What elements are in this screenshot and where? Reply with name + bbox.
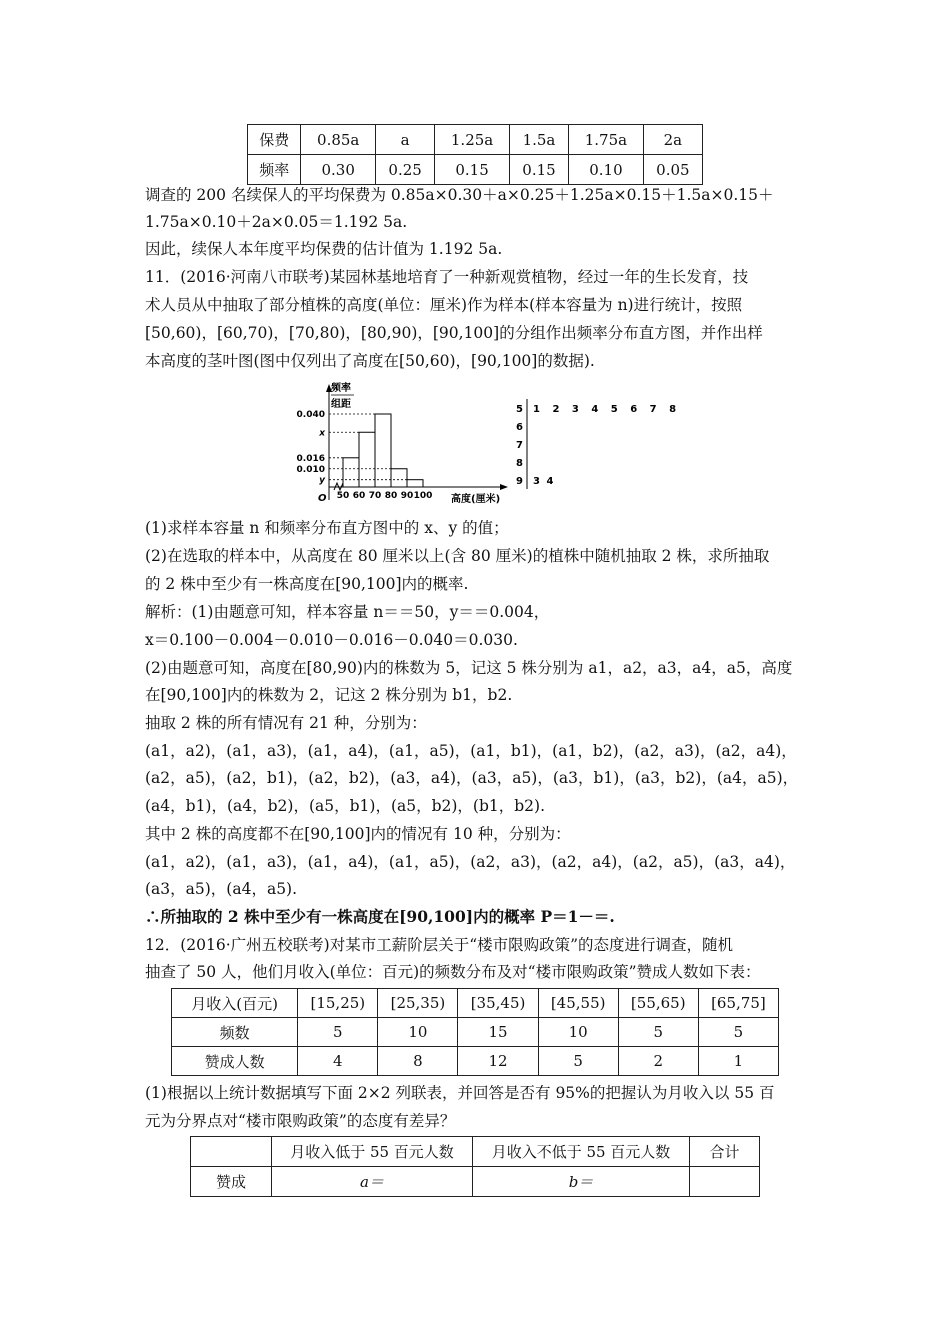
axis-break-mark (334, 483, 343, 490)
table-cell: 0.10 (569, 155, 644, 185)
table-cell: 赞成人数 (172, 1047, 298, 1076)
table-cell: 10 (378, 1018, 458, 1047)
histogram-bar (407, 480, 423, 487)
question-12-line: 12．(2016·广州五校联考)对某市工薪阶层关于“楼市限购政策”的态度进行调查，随机 (145, 936, 734, 954)
table-cell: 1.5a (509, 125, 568, 155)
table-cell: 15 (458, 1018, 538, 1047)
leaf-values: 3 4 (533, 476, 554, 487)
table-cell: 5 (538, 1047, 618, 1076)
table-cell: 频数 (172, 1018, 298, 1047)
table-cell: a (376, 125, 435, 155)
subquestion-2: (2)在选取的样本中，从高度在 80 厘米以上(含 80 厘米)的植株中随机抽取 2 株，求所抽取 (145, 547, 770, 565)
premium-frequency-table (247, 124, 703, 185)
table-cell: 0.15 (435, 155, 510, 185)
subquestion-1: 元为分界点对“楼市限购政策”的态度有差异？ (145, 1112, 456, 1130)
solution-line: (a2，a5)，(a2，b1)，(a2，b2)，(a3，a4)，(a3，a5)，(a3，b1)，(a3，b2)，(a4，a5)， (145, 769, 799, 787)
table-cell: 月收入不低于 55 百元人数 (473, 1137, 690, 1167)
table-cell: [25,35) (378, 989, 458, 1018)
table-cell: 保费 (248, 125, 301, 155)
table-cell: 0.85a (301, 125, 376, 155)
table-cell: 月收入(百元) (172, 989, 298, 1018)
x-tick-label: 100 (413, 491, 433, 501)
table-row (248, 155, 703, 185)
table-row (172, 1047, 779, 1076)
x-tick-label: 80 (384, 491, 398, 501)
solution-line: 在[90,100]内的株数为 2，记这 2 株分别为 b1，b2. (145, 686, 513, 704)
paragraph-line: 因此，续保人本年度平均保费的估计值为 1.192 5a. (145, 240, 503, 258)
table-cell: 8 (378, 1047, 458, 1076)
solution-line: ∴所抽取的 2 株中至少有一株高度在[90,100]内的概率 P＝1－＝. (145, 907, 615, 926)
paragraph-line: 调查的 200 名续保人的平均保费为 0.85a×0.30＋a×0.25＋1.25a×0.15＋1.5a×0.15＋ (145, 186, 774, 204)
table-cell: [45,55) (538, 989, 618, 1018)
income-frequency-table (171, 988, 779, 1076)
question-11-line: 11．(2016·河南八市联考)某园林基地培育了一种新观赏植物，经过一年的生长发育，技 (145, 268, 749, 286)
x-tick-label: 50 (336, 491, 350, 501)
table-cell (690, 1167, 760, 1197)
y-tick-label: 0.016 (296, 453, 325, 464)
table-row (191, 1137, 760, 1167)
y-tick-label: 0.010 (296, 464, 325, 475)
frequency-histogram (290, 380, 520, 510)
y-tick-label: y (319, 475, 325, 486)
table-row (172, 1018, 779, 1047)
histogram-bar (359, 432, 375, 487)
table-cell: 月收入低于 55 百元人数 (272, 1137, 473, 1167)
table-cell: 赞成 (191, 1167, 272, 1197)
table-cell: 1 (698, 1047, 778, 1076)
stem-label: 5 (516, 404, 523, 415)
stem-label: 6 (516, 422, 523, 433)
stem-label: 8 (516, 458, 523, 469)
leaf-values: 1 2 3 4 5 6 7 8 (533, 404, 677, 415)
table-cell: 2a (643, 125, 702, 155)
table-cell: 10 (538, 1018, 618, 1047)
table-cell: 0.25 (376, 155, 435, 185)
stem-leaf-plot (510, 398, 680, 490)
x-axis-label: 高度(厘米) (451, 494, 501, 505)
y-label-top: 频率 (331, 383, 351, 394)
solution-line: (a4，b1)，(a4，b2)，(a5，b1)，(a5，b2)，(b1，b2). (145, 797, 546, 815)
table-cell: [35,45) (458, 989, 538, 1018)
table-cell: a＝ (272, 1167, 473, 1197)
solution-line: (a1，a2)，(a1，a3)，(a1，a4)，(a1，a5)，(a2，a3)，(a2，a4)，(a2，a5)，(a3，a4)， (145, 853, 796, 871)
table-cell: 2 (618, 1047, 698, 1076)
contingency-table (190, 1136, 760, 1197)
table-cell: 0.05 (643, 155, 702, 185)
stem-label: 7 (516, 440, 523, 451)
table-row (172, 989, 779, 1018)
x-tick-label: 60 (352, 491, 366, 501)
solution-line: (a1，a2)，(a1，a3)，(a1，a4)，(a1，a5)，(a1，b1)，(a1，b2)，(a2，a3)，(a2，a4)， (145, 742, 797, 760)
table-row (248, 125, 703, 155)
table-cell (191, 1137, 272, 1167)
table-cell: 12 (458, 1047, 538, 1076)
origin-label: O (318, 493, 327, 504)
x-tick-label: 90 (400, 491, 414, 501)
solution-line: (2)由题意可知，高度在[80,90)内的株数为 5，记这 5 株分别为 a1，a2，a3，a4，a5，高度 (145, 659, 793, 677)
table-cell: 5 (618, 1018, 698, 1047)
y-label-bottom: 组距 (331, 399, 351, 410)
solution-line: x＝0.100－0.004－0.010－0.016－0.040＝0.030. (145, 631, 518, 649)
table-cell: [15,25) (298, 989, 378, 1018)
table-cell: 5 (298, 1018, 378, 1047)
question-12-line: 抽查了 50 人，他们月收入(单位：百元)的频数分布及对“楼市限购政策”赞成人数如下表： (145, 963, 761, 981)
question-11-line: 术人员从中抽取了部分植株的高度(单位：厘米)作为样本(样本容量为 n)进行统计，按照 (145, 296, 743, 314)
question-11-line: [50,60)，[60,70)，[70,80)，[80,90)，[90,100]的分组作出频率分布直方图，并作出样 (145, 324, 763, 342)
y-tick-label: 0.040 (296, 410, 325, 420)
table-cell: 4 (298, 1047, 378, 1076)
table-cell: 1.25a (435, 125, 510, 155)
solution-line: 抽取 2 株的所有情况有 21 种，分别为： (145, 714, 427, 732)
table-row (191, 1167, 760, 1197)
x-axis-arrow (500, 484, 508, 490)
paragraph-line: 1.75a×0.10＋2a×0.05＝1.192 5a. (145, 213, 408, 231)
table-cell: 合计 (690, 1137, 760, 1167)
solution-line: 其中 2 株的高度都不在[90,100]内的情况有 10 种，分别为： (145, 825, 571, 843)
table-cell: 1.75a (569, 125, 644, 155)
histogram-bar (391, 469, 407, 487)
subquestion-2: 的 2 株中至少有一株高度在[90,100]内的概率. (145, 575, 469, 593)
table-cell: 频率 (248, 155, 301, 185)
table-cell: b＝ (473, 1167, 690, 1197)
table-cell: 5 (698, 1018, 778, 1047)
table-cell: 0.15 (509, 155, 568, 185)
question-11-line: 本高度的茎叶图(图中仅列出了高度在[50,60)，[90,100]的数据). (145, 352, 595, 370)
histogram-bar (375, 414, 391, 487)
histogram-bar (343, 458, 359, 487)
x-tick-label: 70 (368, 491, 382, 501)
solution-line: (a3，a5)，(a4，a5). (145, 880, 298, 898)
subquestion-1: (1)求样本容量 n 和频率分布直方图中的 x、y 的值； (145, 519, 509, 537)
table-cell: [65,75] (698, 989, 778, 1018)
stem-label: 9 (516, 476, 523, 487)
table-cell: 0.30 (301, 155, 376, 185)
subquestion-1: (1)根据以上统计数据填写下面 2×2 列联表，并回答是否有 95%的把握认为月收入以 55 百 (145, 1084, 775, 1102)
table-cell: [55,65) (618, 989, 698, 1018)
y-tick-label: x (319, 428, 325, 439)
solution-line: 解析：(1)由题意可知，样本容量 n＝＝50，y＝＝0.004， (145, 603, 550, 621)
